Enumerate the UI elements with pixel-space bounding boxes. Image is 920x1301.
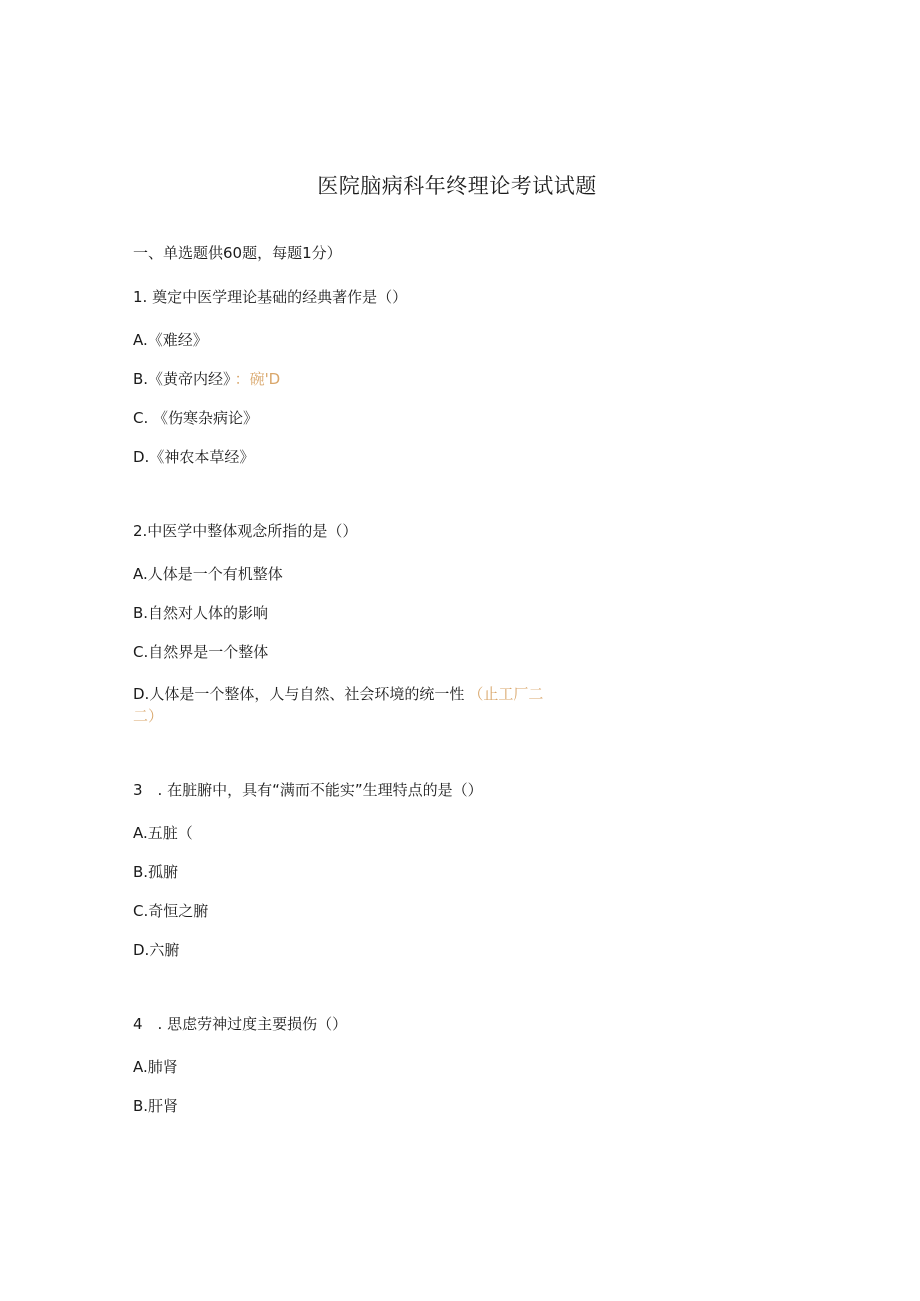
answer-mark: （止工厂二 [468,685,544,703]
question-4-option-a: A.肺肾 [133,1058,178,1076]
question-1-option-c: C. 《伤寒杂病论》 [133,409,259,427]
question-3-option-a: A.五脏（ [133,824,193,842]
question-1-option-d: D.《神农本草经》 [133,448,255,466]
question-3-option-c: C.奇恒之腑 [133,902,209,920]
question-4-stem: 4 . 思虑劳神过度主要损伤（） [133,1015,348,1033]
option-text: D.人体是一个整体，人与自然、社会环境的统一性 [133,685,465,703]
page-title: 医院脑病科年终理论考试试题 [317,174,597,198]
question-3-stem: 3 . 在脏腑中，具有“满而不能实”生理特点的是（） [133,781,483,799]
question-4-option-b: B.肝肾 [133,1097,179,1115]
question-1-option-a: A.《难经》 [133,331,208,349]
answer-mark: ：碗'D [234,370,281,388]
section-heading: 一、单选题供60题，每题1分） [133,244,342,262]
option-text: B.《黄帝内经》 [133,370,231,388]
question-2-stem: 2.中医学中整体观念所指的是（） [133,522,358,540]
question-3-option-d: D.六腑 [133,941,180,959]
question-1-stem: 1. 奠定中医学理论基础的经典著作是（） [133,288,408,306]
question-2-option-c: C.自然界是一个整体 [133,643,269,661]
question-1-option-b [133,368,280,390]
question-2-option-b: B.自然对人体的影响 [133,604,269,622]
answer-mark-continuation: 二） [133,707,164,725]
question-2-option-a: A.人体是一个有机整体 [133,565,283,583]
question-2-option-d [133,683,543,705]
question-3-option-b: B.孤腑 [133,863,179,881]
